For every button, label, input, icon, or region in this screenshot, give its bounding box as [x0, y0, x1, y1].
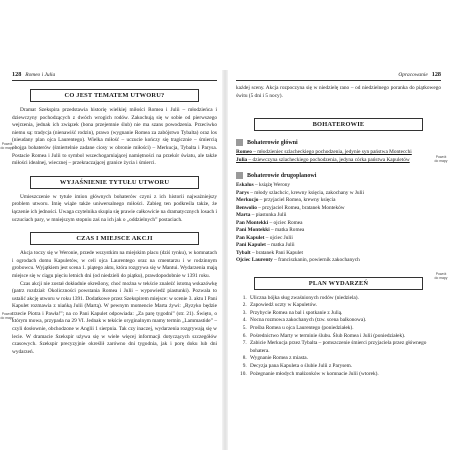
subhead-glowni-label: Bohaterowie główni — [247, 139, 298, 146]
left-margin-link-1[interactable]: Powrót do mapy — [0, 142, 14, 150]
right-margin-link-2[interactable]: Powrót do mapy — [434, 272, 448, 280]
square-bullet-icon — [236, 172, 243, 179]
list-item: 9. Decyzja pana Kapuleta o ślubie Julii z Parysem. — [248, 363, 441, 371]
list-item: 5. Prośba Romea u ojca Laurentego (poniedziałek). — [248, 325, 441, 333]
section-heading-bohaterowie: BOHATEROWIE — [254, 118, 423, 131]
list-item: Tybalt – bratanek Pani Kapulet — [236, 249, 303, 256]
list-item: Parys – młody szlachcic, krewny księcia, zakochany w Julii — [236, 189, 364, 196]
list-item: Romeo – młodzieniec szlacheckiego pochodzenia, jedynie syn państwa Montecchi — [236, 149, 412, 156]
list-item: 1. Uliczna bójka sług zwaśnionych rodów (niedziela). — [248, 295, 441, 303]
right-running-title: Opracowanie — [398, 72, 428, 78]
book-gutter — [222, 70, 228, 450]
list-item: 8. Wygnanie Romea z miasta. — [248, 355, 441, 363]
section-heading-plan: PLAN WYDARZEŃ — [254, 277, 423, 290]
subhead-drugo — [236, 172, 441, 179]
main-characters-list — [236, 149, 441, 164]
list-item: Ojciec Laurenty – franciszkanin, powiernik zakochanych — [236, 257, 360, 264]
right-page-number: 128 — [431, 71, 441, 78]
left-page-number: 128 — [12, 71, 22, 78]
list-item: Eskalus – książę Werony — [236, 182, 291, 189]
left-book-title: Romeo i Julia — [25, 72, 56, 78]
list-item: 10. Pożegnanie młodych małżonków w komnacie Julii (wtorek). — [248, 371, 441, 379]
list-item: 4. Nocna rozmowa zakochanych (tzw. scena balkonowa). — [248, 317, 441, 325]
subhead-glowni — [236, 139, 441, 146]
tytul-paragraph: Umieszczenie w tytule imion głównych bohaterów czyni z ich historii najważniejszy problem utworu. Imię wiąże także uniwersalnego miłości. Zabieg ten podkreśla także, że łączenie ich jedności. Uwaga czytelnika skupia się prawie całkowicie na dramatycznych losach i uczuciach pary, w mniejszym stopniu zaś na ich jak o „oddzielnych” postaciach. — [12, 193, 217, 223]
list-item: Pan Montekki – ojciec Romea — [236, 219, 303, 226]
events-plan-list — [236, 295, 441, 379]
list-item: Pan Kapulet – ojciec Julii — [236, 234, 293, 241]
list-item: Pani Montekki – matka Romea — [236, 227, 305, 234]
temat-paragraph: Dramat Szekspira przedstawia historię wielkiej miłości Romea i Julii – młodzieńca i dziewczyny pochodzących z dwóch wrogich rodów. Zakochują się w sobie od pierwszego wejrzenia, jednak ich związek (bona przejemnie ślub) nie ma szans powodzenia. Przeciwko niemu są: tradycja (nienawiść rodzin), prawo (wygnanie Romea za zabójstwo Tybalta) oraz los (nieudany plan ojca Laurentego). Wielka miłość – uczucie kończy się tragicznie – śmiercią obojga bohaterów (śmiertelnie zadane ciosy w obronie miłości) – Merkucja, Tybalta i Parysa. Postacie Romea i Julii to symbol wszechogarniającej namiętności na przekór światu, ale także miłości idealnej, wiecznej – przekraczającej granice życia i śmierci. — [12, 107, 217, 167]
left-page — [12, 70, 217, 450]
right-intro-paragraph: każdej sceny. Akcja rozpoczyna się w niedzielę rano – od niedzielnego poranka do piątkowego świtu (5 dni i 5 nocy). — [236, 85, 441, 99]
right-running-head — [236, 70, 441, 81]
right-margin-link-1[interactable]: Powrót do mapy — [434, 155, 448, 163]
list-item: Benwolio – przyjaciel Romea, bratanek Monteków — [236, 204, 345, 211]
list-item: Julia – dziewczyna szlacheckiego pochodzenia, jedyna córka państwa Kapuletów — [236, 156, 410, 163]
czas-paragraph-1: Akcja toczy się w Weronie, przede wszystkim na miejskim placu (dziś rynku), w komnatach i ogrodach domu Kapuletów, w celi ojca Laurentego oraz na cmentarzu i w rodzinnym grobowcu. Wyjątkiem jest scena 1. piątego aktu, która rozgrywa się w Mantui. Wydarzenia mają miejsce się w ciągu pięciu letnich dni (od niedzieli do piątku), prawdopodobnie w 1391 roku. — [12, 250, 217, 279]
square-bullet-icon — [236, 139, 243, 146]
left-margin-link-2[interactable]: Powrót do mapy — [0, 312, 14, 320]
subhead-drugo-label: Bohaterowie drugoplanowi — [247, 172, 317, 179]
left-running-head — [12, 70, 217, 81]
section-heading-tytul: WYJAŚNIENIE TYTUŁU UTWORU — [30, 176, 199, 189]
list-item: 7. Zabicie Merkucja przez Tybalta – pomszczenie śmierci przyjaciela przez głównego bohatera. — [248, 340, 441, 355]
section-heading-czas: CZAS I MIEJSCE AKCJI — [30, 232, 199, 245]
section-heading-temat: CO JEST TEMATEM UTWORU? — [30, 89, 199, 102]
list-item: Pani Kapulet – matka Julii — [236, 242, 295, 249]
right-page — [236, 70, 441, 450]
list-item: 6. Pośrednictwo Marty w terminie ślubu. Ślub Romea i Julii (poniedziałek). — [248, 333, 441, 341]
list-item: 2. Zapowiedź uczty w Kapuletów. — [248, 302, 441, 310]
list-item: 3. Przybycie Romea na bal i spotkanie z Julią. — [248, 310, 441, 318]
list-item: Merkucjo – przyjaciel Romea, krewny księcia — [236, 197, 336, 204]
czas-paragraph-2: Czas akcji nie został dokładnie określony, choć można w tekście znaleźć istotną wskazówkę (patrz rozdział: Okoliczności powstania Romea i Julii – wypowiedź piastunki). Pozwala to ustalić akcję utworu w roku 1391. Dodatkowe przez Szekspirem miejsce: w scenie 3. aktu I Pani Kapulet rozmawia z niańką Julii (Martą). W pewnym momencie Marta żywi: „Ryzyko będzie trzecie Piotra i Pawła!”; na co Pani Kapulet odpowiada: „Za parę tygodni” (str. 21). Święto, o którym mowa, przypada na 29 VI. Jednak w tekście oryginalnym mamy termin „Lammastide” – czyli dosłownie, obchodzone w Anglii 1 sierpnia. Tak czy inaczej, wydarzenia rozgrywają się w lecie. W dramacie Szekspir używa się w wiele więcej informacji dotyczących szczegółów czasowych. Szekspir precyzyjnie określił zarówno dni tygodnia, jak i porę doku lub dni wydarzeń. — [12, 280, 217, 355]
list-item: Marta – piastunka Julii — [236, 212, 287, 219]
secondary-characters-list — [236, 182, 441, 265]
